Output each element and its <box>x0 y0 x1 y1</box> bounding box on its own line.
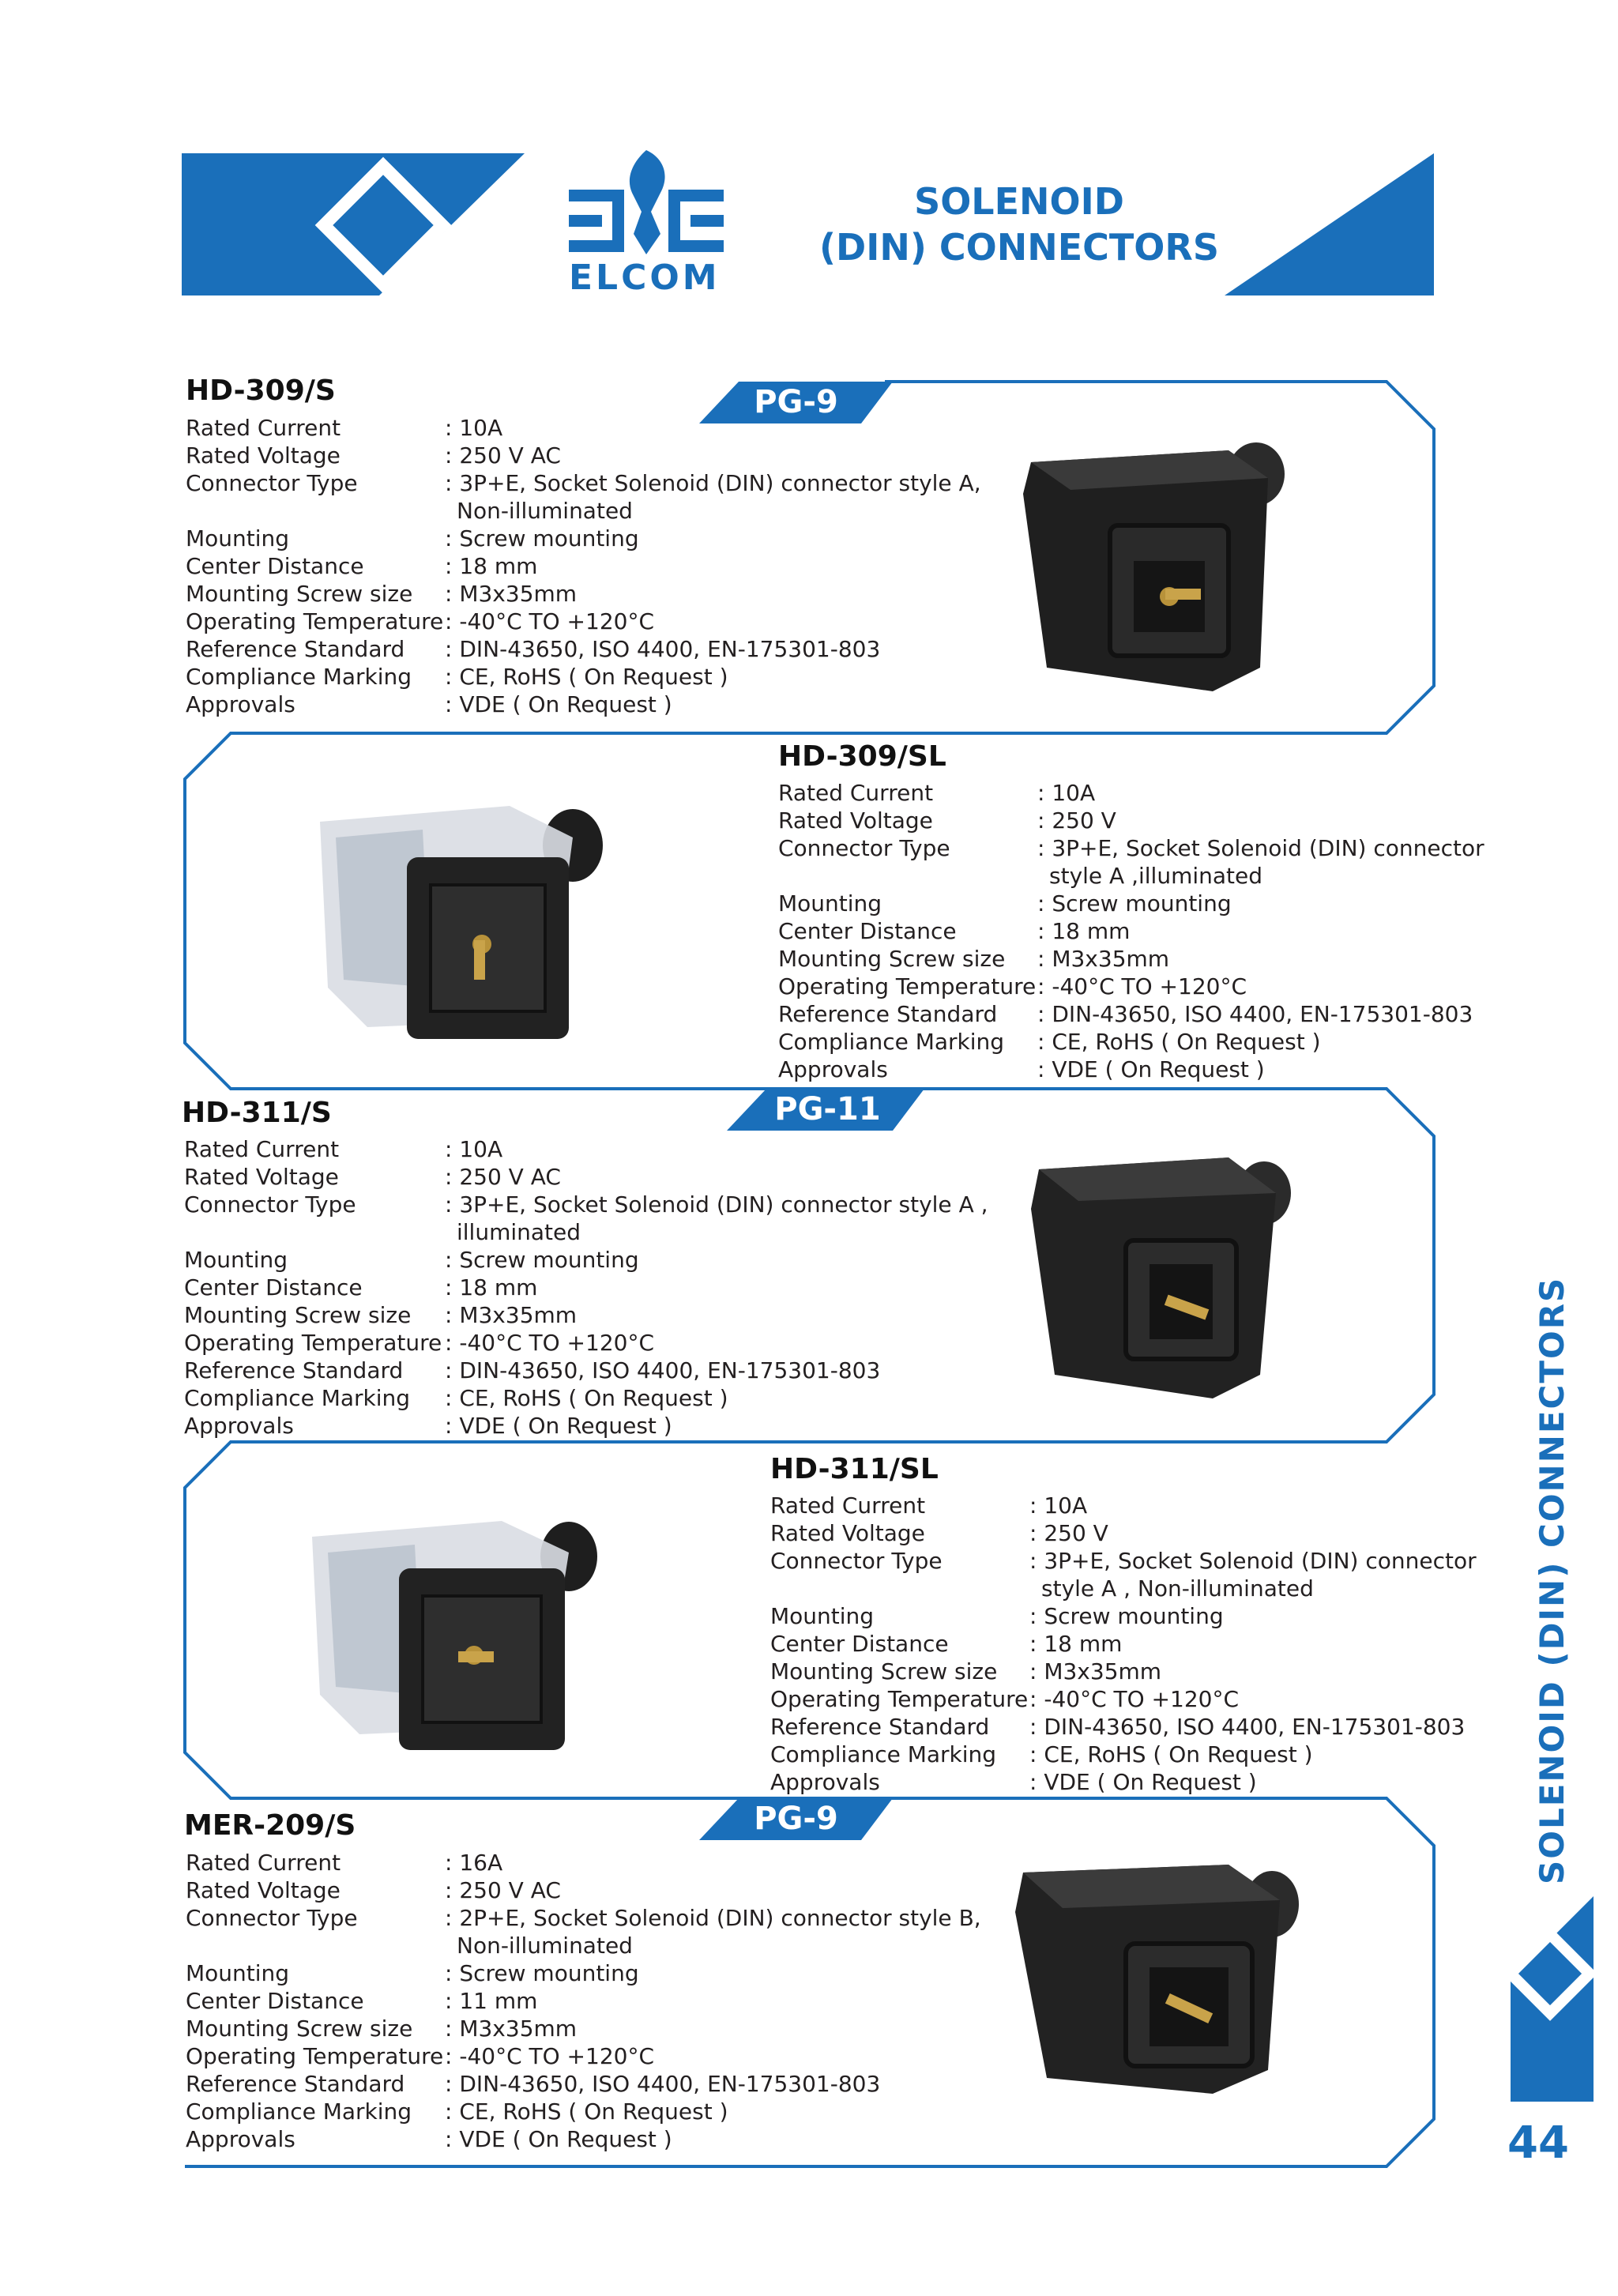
spec-label: Reference Standard <box>186 2071 405 2097</box>
spec-value: : DIN-43650, ISO 4400, EN-175301-803 <box>445 636 881 662</box>
spec-value: : Screw mounting <box>445 525 639 551</box>
spec-label: Rated Current <box>770 1492 926 1519</box>
spec-value: : M3x35mm <box>445 1302 578 1328</box>
spec-value: : 10A <box>1037 780 1096 806</box>
spec-label: Center Distance <box>186 553 364 579</box>
spec-label: Approvals <box>770 1769 880 1795</box>
spec-value: : DIN-43650, ISO 4400, EN-175301-803 <box>445 1357 881 1383</box>
spec-label: Rated Voltage <box>778 807 933 834</box>
product-model-title: HD-309/SL <box>778 740 946 773</box>
spec-value: : 2P+E, Socket Solenoid (DIN) connector style B, <box>445 1905 981 1931</box>
spec-value: : M3x35mm <box>445 581 578 607</box>
spec-label: Connector Type <box>186 470 358 496</box>
spec-label: Compliance Marking <box>770 1741 997 1767</box>
spec-label: Approvals <box>778 1056 888 1082</box>
spec-value: : VDE ( On Request ) <box>445 1413 672 1439</box>
spec-value: : 250 V <box>1037 807 1116 834</box>
spec-label: Rated Current <box>186 1850 341 1876</box>
spec-value: : Screw mounting <box>1037 890 1232 917</box>
spec-value: : Screw mounting <box>445 1247 639 1273</box>
spec-value: : DIN-43650, ISO 4400, EN-175301-803 <box>1037 1001 1473 1027</box>
spec-value: : 250 V AC <box>445 1164 561 1190</box>
spec-label: Center Distance <box>186 1988 364 2014</box>
pg-label-2: PG-11 <box>774 1091 881 1127</box>
spec-value-continuation: illuminated <box>457 1219 581 1245</box>
spec-label: Rated Voltage <box>186 1877 341 1903</box>
spec-label: Mounting Screw size <box>186 2016 413 2042</box>
spec-value: : Screw mounting <box>445 1960 639 1986</box>
spec-label: Rated Voltage <box>186 442 341 469</box>
spec-label: Operating Temperature <box>186 608 444 634</box>
spec-value: : 10A <box>445 1136 503 1162</box>
spec-label: Operating Temperature <box>186 2043 444 2069</box>
spec-value: : -40°C TO +120°C <box>1037 973 1247 999</box>
spec-label: Rated Voltage <box>184 1164 339 1190</box>
spec-value: : VDE ( On Request ) <box>1037 1056 1265 1082</box>
pg-label-1: PG-9 <box>754 384 838 420</box>
spec-value: : 18 mm <box>445 1274 538 1300</box>
spec-value: : CE, RoHS ( On Request ) <box>1029 1741 1313 1767</box>
spec-value: : 3P+E, Socket Solenoid (DIN) connector <box>1029 1548 1477 1574</box>
spec-value: : VDE ( On Request ) <box>1029 1769 1257 1795</box>
spec-value: : 250 V <box>1029 1520 1108 1546</box>
spec-label: Compliance Marking <box>184 1385 411 1411</box>
page-title-line1: SOLENOID <box>914 180 1124 223</box>
product-model-title: HD-309/S <box>186 375 336 407</box>
page-number: 44 <box>1507 2117 1569 2169</box>
spec-label: Center Distance <box>184 1274 363 1300</box>
spec-label: Rated Current <box>184 1136 340 1162</box>
spec-label: Connector Type <box>770 1548 943 1574</box>
spec-label: Approvals <box>184 1413 294 1439</box>
spec-label: Compliance Marking <box>778 1029 1005 1055</box>
spec-value: : M3x35mm <box>1037 946 1170 972</box>
connector-hd311sl-image <box>304 1497 604 1766</box>
spec-label: Mounting <box>186 525 290 551</box>
spec-value: : 11 mm <box>445 1988 538 2014</box>
connector-hd309s-image <box>1015 431 1292 699</box>
spec-label: Rated Current <box>186 415 341 441</box>
spec-label: Rated Voltage <box>770 1520 925 1546</box>
spec-label: Compliance Marking <box>186 664 412 690</box>
spec-label: Rated Current <box>778 780 934 806</box>
spec-label: Mounting <box>186 1960 290 1986</box>
spec-value: : Screw mounting <box>1029 1603 1224 1629</box>
spec-label: Mounting Screw size <box>186 581 413 607</box>
spec-value: : 18 mm <box>1037 918 1131 944</box>
spec-value: : 18 mm <box>445 553 538 579</box>
connector-mer209s-image <box>1007 1841 1308 2110</box>
spec-label: Reference Standard <box>186 636 405 662</box>
spec-label: Connector Type <box>778 835 950 861</box>
spec-value: : 3P+E, Socket Solenoid (DIN) connector style A, <box>445 470 981 496</box>
spec-value: : CE, RoHS ( On Request ) <box>445 2098 728 2125</box>
spec-value: : 16A <box>445 1850 503 1876</box>
spec-value: : 10A <box>445 415 503 441</box>
spec-value: : 18 mm <box>1029 1631 1123 1657</box>
connector-hd311s-image <box>1023 1138 1300 1406</box>
spec-label: Mounting Screw size <box>184 1302 412 1328</box>
spec-value: : DIN-43650, ISO 4400, EN-175301-803 <box>1029 1714 1466 1740</box>
spec-value: : -40°C TO +120°C <box>445 1330 655 1356</box>
spec-label: Connector Type <box>184 1191 356 1218</box>
spec-value: : CE, RoHS ( On Request ) <box>445 1385 728 1411</box>
spec-label: Center Distance <box>778 918 957 944</box>
brand-name: ELCOM <box>569 258 721 298</box>
spec-label: Approvals <box>186 2126 295 2152</box>
page-title-line2: (DIN) CONNECTORS <box>819 226 1219 269</box>
spec-value: : 3P+E, Socket Solenoid (DIN) connector style A , <box>445 1191 988 1218</box>
spec-label: Operating Temperature <box>770 1686 1029 1712</box>
spec-label: Reference Standard <box>184 1357 404 1383</box>
spec-value: : -40°C TO +120°C <box>445 2043 655 2069</box>
spec-value: : 250 V AC <box>445 1877 561 1903</box>
connector-hd309sl-image <box>312 782 612 1059</box>
spec-value: : DIN-43650, ISO 4400, EN-175301-803 <box>445 2071 881 2097</box>
product-model-title: MER-209/S <box>184 1809 356 1842</box>
spec-label: Mounting <box>770 1603 875 1629</box>
spec-label: Compliance Marking <box>186 2098 412 2125</box>
spec-label: Mounting Screw size <box>770 1658 998 1684</box>
spec-label: Operating Temperature <box>778 973 1037 999</box>
spec-value-continuation: Non-illuminated <box>457 1933 633 1959</box>
spec-value: : 3P+E, Socket Solenoid (DIN) connector <box>1037 835 1484 861</box>
spec-label: Mounting Screw size <box>778 946 1006 972</box>
pg-label-3: PG-9 <box>754 1801 838 1837</box>
spec-value: : -40°C TO +120°C <box>1029 1686 1240 1712</box>
product-model-title: HD-311/S <box>182 1097 332 1129</box>
spec-label: Mounting <box>184 1247 288 1273</box>
product-model-title: HD-311/SL <box>770 1453 939 1485</box>
spec-value-continuation: Non-illuminated <box>457 498 633 524</box>
spec-value-continuation: style A ,illuminated <box>1049 863 1263 889</box>
spec-label: Approvals <box>186 691 295 717</box>
spec-value: : VDE ( On Request ) <box>445 2126 672 2152</box>
spec-value-continuation: style A , Non-illuminated <box>1041 1575 1314 1602</box>
spec-label: Reference Standard <box>770 1714 990 1740</box>
spec-value: : CE, RoHS ( On Request ) <box>1037 1029 1321 1055</box>
spec-value: : 250 V AC <box>445 442 561 469</box>
spec-value: : CE, RoHS ( On Request ) <box>445 664 728 690</box>
spec-value: : M3x35mm <box>1029 1658 1162 1684</box>
spec-value: : 10A <box>1029 1492 1088 1519</box>
spec-label: Operating Temperature <box>184 1330 442 1356</box>
sidebar-band <box>1511 1896 1594 2102</box>
spec-value: : M3x35mm <box>445 2016 578 2042</box>
sidebar-vertical-title: SOLENOID (DIN) CONNECTORS <box>1533 1276 1571 1884</box>
spec-label: Mounting <box>778 890 882 917</box>
spec-label: Connector Type <box>186 1905 358 1931</box>
spec-label: Reference Standard <box>778 1001 998 1027</box>
spec-value: : -40°C TO +120°C <box>445 608 655 634</box>
spec-label: Center Distance <box>770 1631 949 1657</box>
spec-value: : VDE ( On Request ) <box>445 691 672 717</box>
